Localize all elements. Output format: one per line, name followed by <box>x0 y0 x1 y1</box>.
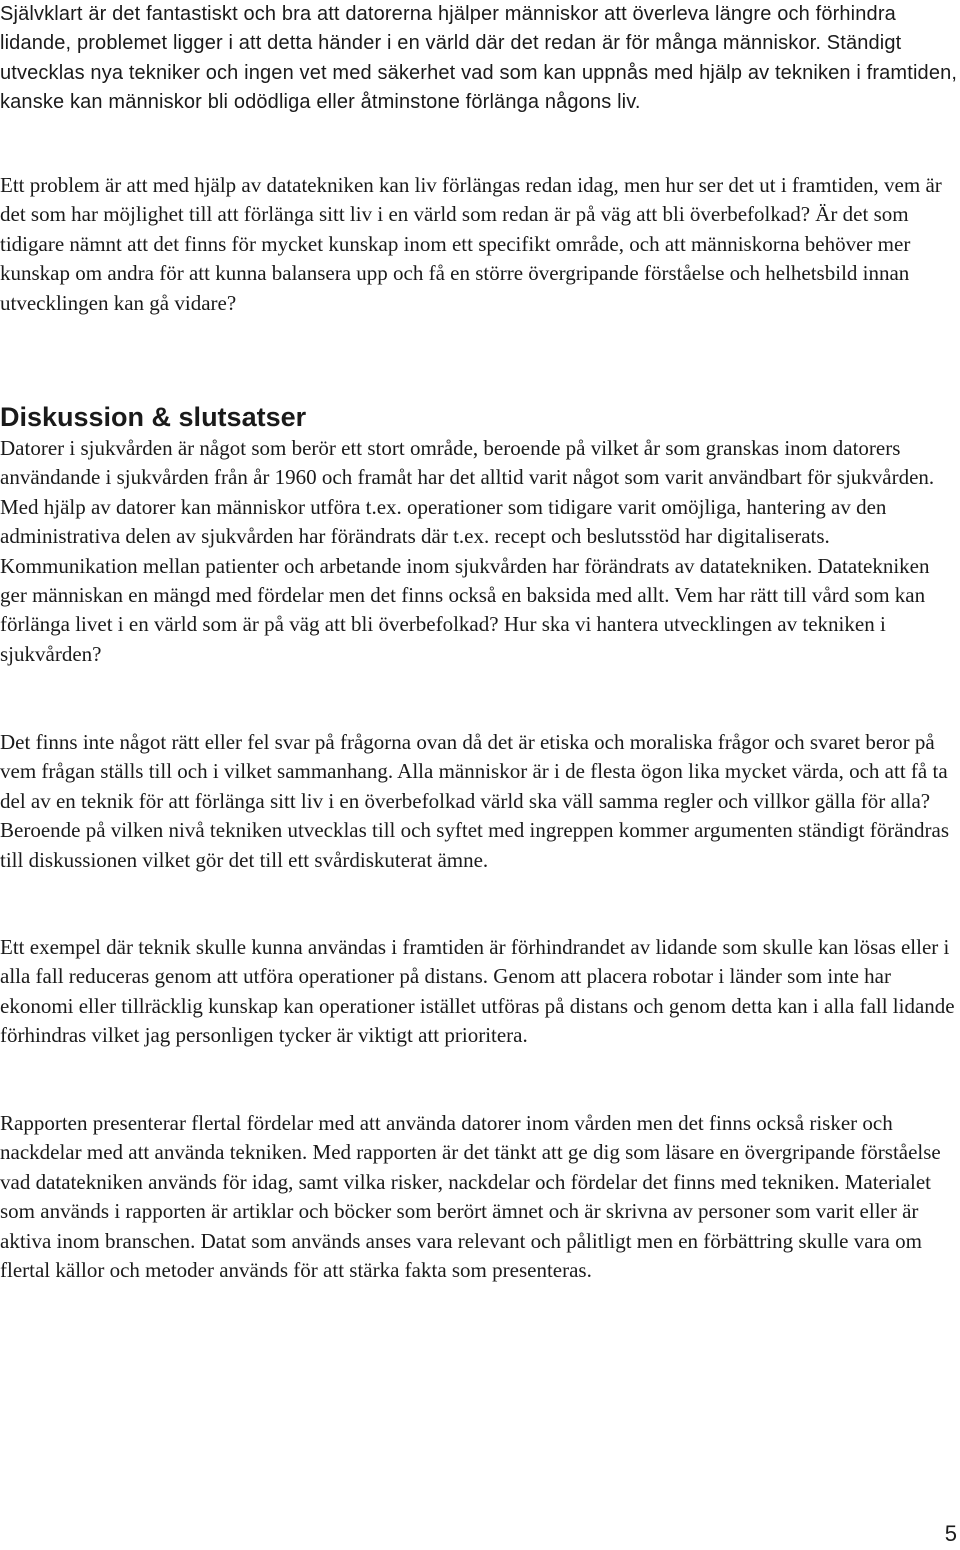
intro-paragraph: Självklart är det fantastiskt och bra att datorerna hjälper människor att överleva längre och förhindra lidande, problemet ligger i att detta händer i en värld där det redan är för många människor. Ständigt utvecklas nya tekniker och ingen vet med säkerhet vad som kan uppnås med hjälp av tekniken i framtiden, kanske kan människor bli odödliga eller åtminstone förlänga någons liv. <box>0 3 958 114</box>
page-number: 5 <box>944 1521 957 1546</box>
discussion-paragraph: Datorer i sjukvården är något som berör ett stort område, beroende på vilket år som granskas inom datorers användande i sjukvården från år 1960 och framåt har det alltid varit något som varit användbart för sjukvården. Med hjälp av datorer kan människor utföra t.ex. operationer som tidigare varit omöjliga, hantering av den administrativa delen av sjukvården har förändrats där t.ex. recept och beslutsstöd har digitaliserats. Kommunikation mellan patienter och arbetande inom sjukvården har förändrats av datatekniken. Datatekniken ger människan en mängd med fördelar men det finns också en baksida med allt. Vem har rätt till vård som kan förlänga livet i en värld som är på väg att bli överbefolkad? Hur ska vi hantera utvecklingen av tekniken i sjukvården? <box>0 436 935 666</box>
discussion-paragraph: Rapporten presenterar flertal fördelar med att använda datorer inom vården men det finns också risker och nackdelar med att använda tekniken. Med rapporten är det tänkt att ge dig som läsare en övergripande förståelse vad datatekniken används för idag, samt vilka risker, nackdelar och fördelar det finns med tekniken. Materialet som används i rapporten är artiklar och böcker som berört ämnet och är skrivna av personer som varit eller är aktiva inom branschen. Datat som används anses vara relevant och pålitligt men en förbättring skulle vara om flertal källor och metoder används för att stärka fakta som presenteras. <box>0 1111 941 1283</box>
intro-paragraph: Ett problem är att med hjälp av datatekniken kan liv förlängas redan idag, men hur ser det ut i framtiden, vem är det som har möjlighet till att förlänga sitt liv i en värld som redan är på väg att bli överbefolkad? Är det som tidigare nämnt att det finns för mycket kunskap inom ett specifikt område, och att människorna behöver mer kunskap om andra för att kunna balansera upp och få en större övergripande förståelse och helhetsbild innan utvecklingen kan gå vidare? <box>0 173 942 315</box>
discussion-paragraph: Det finns inte något rätt eller fel svar på frågorna ovan då det är etiska och moraliska frågor och svaret beror på vem frågan ställs till och i vilket sammanhang. Alla människor är i de flesta ögon lika mycket värda, och att få ta del av en teknik för att förlänga sitt liv i en överbefolkad värld ska väll samma regler och villkor gälla för alla? Beroende på vilken nivå tekniken utvecklas till och syftet med ingreppen kommer argumenten ständigt förändras till diskussionen vilket gör det till ett svårdiskuterat ämne. <box>0 730 949 872</box>
section-heading: Diskussion & slutsatser <box>0 402 307 432</box>
discussion-paragraph: Ett exempel där teknik skulle kunna användas i framtiden är förhindrandet av lidande som skulle kan lösas eller i alla fall reduceras genom att utföra operationer på distans. Genom att placera robotar i länder som inte har ekonomi eller tillräcklig kunskap kan operationer istället utföras på distans och genom detta kan i alla fall lidande förhindras vilket jag personligen tycker är viktigt att prioritera. <box>0 935 955 1048</box>
